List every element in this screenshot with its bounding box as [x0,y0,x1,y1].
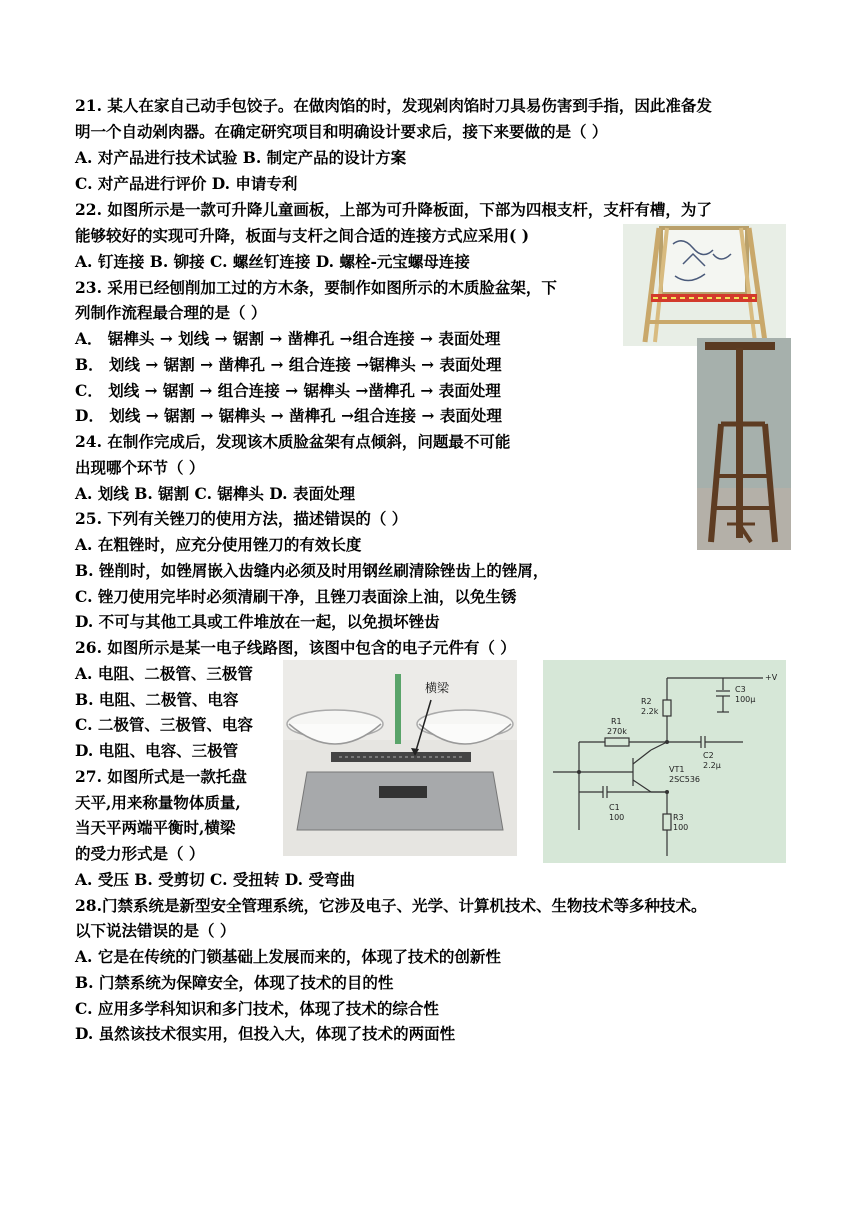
q23-line2: 列制作流程最合理的是（ ） [75,303,267,322]
q28-option-b: B. 门禁系统为保障安全，体现了技术的目的性 [75,973,394,992]
q26-option-c: C. 二极管、三极管、电容 [75,715,253,734]
q25-option-d: D. 不可与其他工具或工件堆放在一起，以免损坏锉齿 [75,612,440,631]
r2-value: 2.2k [641,707,659,716]
q23-option-c: C． 划线 → 锯割 → 组合连接 → 锯榫头 →凿榫孔 → 表面处理 [75,381,501,400]
c2-label: C2 [703,751,714,760]
q28-option-d: D. 虽然该技术很实用，但投入大，体现了技术的两面性 [75,1024,456,1043]
q22-options: A. 钉连接 B. 铆接 C. 螺丝钉连接 D. 螺栓-元宝螺母连接 [75,252,470,271]
r2-label: R2 [641,697,652,706]
q26-option-d: D. 电阻、电容、三极管 [75,741,239,760]
vt1-value: 2SC536 [669,775,701,784]
c2-value: 2.2μ [703,761,721,770]
q23-option-d: D． 划线 → 锯割 → 锯榫头 → 凿榫孔 →组合连接 → 表面处理 [75,406,502,425]
q27-line4: 的受力形式是（ ） [75,844,205,863]
q21-line1: 21. 某人在家自己动手包饺子。在做肉馅的时，发现剁肉馅时刀具易伤害到手指，因此准备发 [75,96,712,115]
q22-line2: 能够较好的实现可升降，板面与支杆之间合适的连接方式应采用( ) [75,226,530,245]
q27-line1: 27. 如图所式是一款托盘 [75,767,247,786]
q26-line1: 26. 如图所示是某一电子线路图，该图中包含的电子元件有（ ） [75,638,516,657]
q27-options: A. 受压 B. 受剪切 C. 受扭转 D. 受弯曲 [75,870,355,889]
q23-option-a: A． 锯榫头 → 划线 → 锯割 → 凿榫孔 →组合连接 → 表面处理 [75,329,501,348]
vt1-label: VT1 [669,765,685,774]
c1-label: C1 [609,803,620,812]
q23-line1: 23. 采用已经刨削加工过的方木条，要制作如图所示的木质脸盆架，下 [75,278,557,297]
r3-value: 100 [673,823,689,832]
q25-option-b: B. 锉削时，如锉屑嵌入齿缝内必须及时用钢丝刷清除锉齿上的锉屑， [75,561,549,580]
q26-option-a: A. 电阻、二极管、三极管 [75,664,253,683]
c3-value: 100μ [735,695,756,704]
q21-line2: 明一个自动剁肉器。在确定研究项目和明确设计要求后，接下来要做的是（ ） [75,122,608,141]
q27-line2: 天平,用来称量物体质量, [75,793,241,812]
q23-option-b: B． 划线 → 锯割 → 凿榫孔 → 组合连接 →锯榫头 → 表面处理 [75,355,502,374]
q21-option-cd: C. 对产品进行评价 D. 申请专利 [75,174,298,193]
q27-line3: 当天平两端平衡时,横梁 [75,818,236,837]
circuit-diagram [543,660,786,863]
q25-option-c: C. 锉刀使用完毕时必须清刷干净，且锉刀表面涂上油，以免生锈 [75,587,517,606]
q28-option-a: A. 它是在传统的门锁基础上发展而来的，体现了技术的创新性 [75,947,501,966]
q24-line1: 24. 在制作完成后，发现该木质脸盆架有点倾斜，问题最不可能 [75,432,511,451]
crossbeam-label: 横梁 [425,681,450,695]
washstand-photo [697,338,791,550]
balance-photo [283,660,517,856]
q21-option-ab: A. 对产品进行技术试验 B. 制定产品的设计方案 [75,148,407,167]
r3-label: R3 [673,813,684,822]
easel-photo [623,224,786,346]
q26-option-b: B. 电阻、二极管、电容 [75,690,239,709]
r1-label: R1 [611,717,622,726]
q28-line2: 以下说法错误的是（ ） [75,921,236,940]
q24-line2: 出现哪个环节（ ） [75,458,205,477]
q24-options: A. 划线 B. 锯割 C. 锯榫头 D. 表面处理 [75,484,355,503]
q25-option-a: A. 在粗锉时，应充分使用锉刀的有效长度 [75,535,362,554]
r1-value: 270k [607,727,627,736]
q28-option-c: C. 应用多学科知识和多门技术，体现了技术的综合性 [75,999,439,1018]
supply-label: +V [765,673,778,682]
q25-line1: 25. 下列有关锉刀的使用方法，描述错误的（ ） [75,509,408,528]
q22-line1: 22. 如图所示是一款可升降儿童画板，上部为可升降板面，下部为四根支杆，支杆有槽，为了 [75,200,712,219]
c1-value: 100 [609,813,625,822]
q28-line1: 28.门禁系统是新型安全管理系统，它涉及电子、光学、计算机技术、生物技术等多种技术。 [75,896,707,915]
c3-label: C3 [735,685,746,694]
